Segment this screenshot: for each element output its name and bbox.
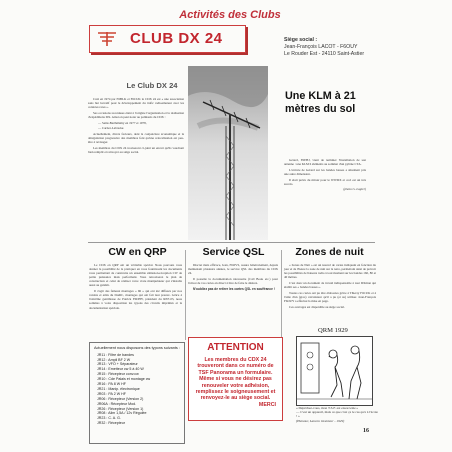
- klm-heading: Une KLM à 21 mètres du sol: [285, 90, 356, 115]
- page-header-title: Activités des Clubs: [179, 9, 281, 21]
- typon-item: JR10 : Cde Palais et montage cw: [97, 377, 151, 382]
- zones-para: C'est donc un document de travail indispensable à tout DXman qui établit ses « bandes basses ».: [284, 280, 376, 290]
- qsl-note: N'oubliez pas de retirer les cartes QSL en souffrance !: [193, 286, 275, 291]
- club-para: — Cartier-Labrador.: [98, 126, 125, 131]
- typon-item: JR11 : Filtre de bandes: [97, 352, 134, 357]
- club-logo: [89, 25, 246, 53]
- siege-social-line1: Jean-François LACOT - F6OUY: [284, 44, 358, 50]
- siege-social-line2: Le Rouder Est - 24110 Saint-Astier: [284, 51, 365, 57]
- cw-para: Il s'agit des fameux montages « IR » qui ont été diffusés par nos voisins et amis du DARC, montages qui ont fait leur preuve. Grâce à l'extrême gentillesse de Patrick F6DHY, président du REF-03, nous sommes à votre disposition les typons des circuits imprimés et la documentation spéciale.: [89, 289, 182, 310]
- attention-thanks: MERCI: [258, 401, 276, 408]
- cw-qrp-text: [89, 263, 182, 311]
- typon-item: JR06 : Récepteur (Version 2): [97, 396, 144, 401]
- klm-para: L'arrivée de Gérard sur les bandes basses a sûrement pris une autre dimension.: [284, 167, 366, 176]
- cartoon-credit: (Humour, Lancon inventeur - 1929): [296, 418, 345, 423]
- typons-list: [97, 353, 184, 427]
- cartoon-title: QRM 1929: [318, 327, 348, 334]
- zones-nuit-heading: Zones de nuit: [295, 246, 364, 258]
- typon-item: JR12 : Ampli BF 2 W: [97, 357, 131, 362]
- club-para: — Saint-Barthélémy en 1977 et 1978,: [98, 120, 147, 125]
- attention-body: Les membres du CDX 24 trouveront dans ce numéro de TSF Panorama un formulaire. Même si vous ne désirez pas renouveler votre adhésion, remplissez le soigneusement et renvoyez-le au siège social.: [195, 357, 276, 402]
- typon-item: JR23 : C. A. G.: [97, 416, 121, 421]
- zones-para: « Zones de Nuit » est un nouvel de cartes indiquant en fonction du jour et de l'heure la zone de nuit sur la terre, permettant ainsi de prévoir les possibilités de liaisons radio à tout moment sur les bandes 160, 80 et 40 mètres.: [284, 263, 376, 280]
- cartoon-caption-line: — C'est un appareil, mais ce que c'est ça le cas qu'a à l'école ! »: [296, 410, 378, 419]
- typon-item: JR16 : PA 8 W HF: [97, 382, 126, 387]
- typons-intro: Actuellement nous disposons des typons suivants :: [94, 346, 180, 350]
- service-qsl-text: [188, 263, 278, 292]
- club-para: Actuellement, divers facteurs, dont la conjoncture économique et la dérégulation progressive des membres font qu'une relocalisation est peu-être à revisager.: [88, 132, 184, 145]
- typon-item: JR06A : Récepteur Mod.: [97, 401, 137, 406]
- column-divider: [281, 250, 282, 340]
- typon-item: JR15 : Récepteur conv.cw: [97, 372, 139, 377]
- cartoon-illustration: [296, 336, 373, 406]
- attention-box: [188, 337, 283, 421]
- typon-item: JR03 : PA 2 W HF: [97, 391, 126, 396]
- typon-item: JR14 : Emetteur cw 5 à 40 W: [97, 367, 144, 372]
- zones-para: Ces ouvrages est disponible au siège social.: [289, 304, 345, 309]
- klm-text: [284, 158, 366, 191]
- section-divider: [88, 242, 375, 243]
- siege-social-block: [284, 37, 444, 58]
- cw-para: Le CDX en QRP ont un véritable spécial. Nous pouvons vous donner la possibilité de le pratiquer en vous fournissant les documents vous permettant de construire un ensemble émission-réception CW de petite puissance mais performant. Vous retrouverez le plan de construction et celui de réaliser votre vraie manipulateur qui s'installe aussi au gentim.: [89, 263, 182, 288]
- club-section-heading: Le Club DX 24: [126, 81, 178, 90]
- klm-photo-caption: (photo G. Lagier): [343, 187, 366, 192]
- attention-title: ATTENTION: [207, 342, 264, 353]
- club-para: Créé en 1974 par F6BLK et F6CUK le CDX 24 est « une association sans but lucratif pour le développement du trafic radioamateur avec les contrées rares ».: [88, 97, 184, 110]
- club-para: Les membres du CDX 24 trouveront ci-joint un encart qu'ils voudront bien remplir et renvoyer au siège social.: [88, 145, 184, 154]
- zones-para: Toutes ces cartes ont pu être élaborées grâce à Thierry F6CUK et à l'aide d'un (gros) calculateur qu'il a pu (et su) utiliser. Jean-François F6OUY a effectué la mise en page.: [284, 290, 376, 303]
- cartoon-caption-line: « Dépêchez-vous, mon T.S.F. est ensorcelée »: [296, 406, 359, 410]
- qsl-para: Il possède la documentation nécessaire (Call Book etc.) pour l'envoi de vos cartes en direct à titre de faire le désirez.: [188, 276, 278, 285]
- service-qsl-heading: Service QSL: [202, 246, 265, 258]
- typon-item: JR32 : Récepteur: [97, 421, 125, 426]
- club-logo-text: CLUB DX 24: [130, 30, 223, 47]
- page-number: 16: [363, 428, 369, 434]
- antenna-photo: [188, 66, 268, 240]
- club-para: Ses occasions reconnues étant à l'origine l'organisation et la réalisation d'expéditions DX. Ainsi on peut noter au palmarès du CDX :: [88, 110, 184, 119]
- cw-qrp-heading: CW en QRP: [108, 246, 167, 258]
- typons-box: [89, 342, 185, 444]
- club-section-text: [88, 97, 184, 156]
- antenna-icon: [96, 31, 118, 52]
- klm-para: Il était prévu du miroir pour le WWDX et ceci est un très succès.: [284, 177, 366, 186]
- zones-nuit-text: [284, 263, 376, 310]
- cartoon-caption: [296, 406, 378, 423]
- typon-item: JR13 : VFO + Séparateur: [97, 362, 138, 367]
- typon-item: JR26 : Récepteur (Version 1): [97, 406, 144, 411]
- typon-item: JR21 : Manip. électronique: [97, 386, 140, 391]
- klm-para: Gérard, F6EHJ, vient de terminer l'installation de son antenne : une KLM 6 éléments au sommet d'un pylône CTA.: [284, 158, 366, 167]
- siege-social-title: Siège social :: [284, 37, 318, 43]
- typon-item: JR08 : Alim 1,5A / 12v Régulée: [97, 411, 147, 416]
- column-divider: [185, 250, 186, 340]
- qsl-para: Discret mais efficace, Jean, F6OVS, assure bénévolement, depuis maintenant plusieurs années, le service QSL des membres du CDX 24.: [188, 263, 278, 276]
